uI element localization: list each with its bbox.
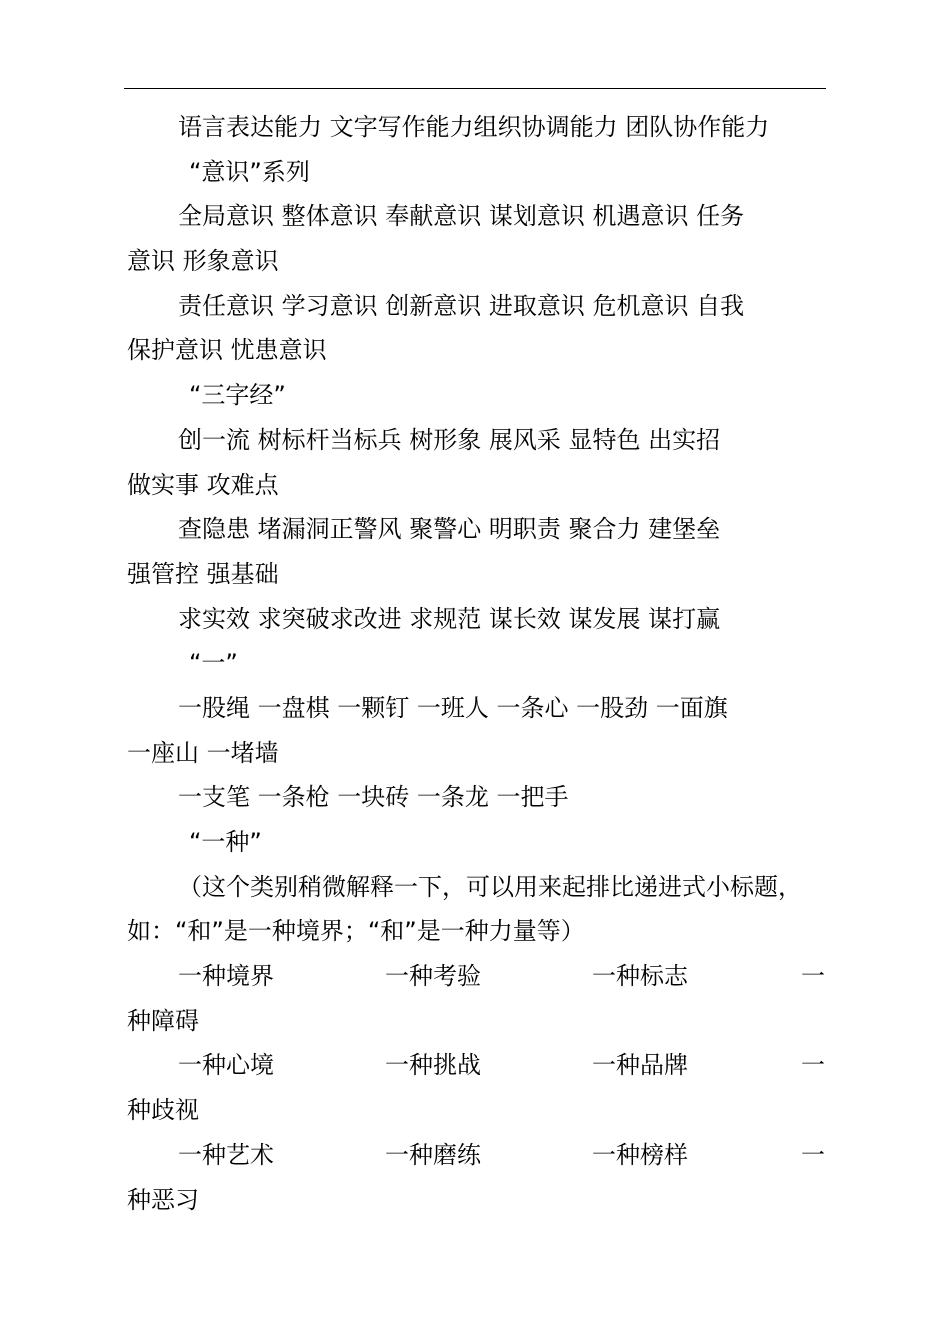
yizhong-item: 一种榜样: [592, 1140, 688, 1169]
ability-list-line: 语言表达能力 文字写作能力组织协调能力 团队协作能力: [178, 113, 770, 141]
yi-line-1b: 一座山 一堵墙: [127, 738, 279, 767]
yishi-line-2a: 责任意识 学习意识 创新意识 进取意识 危机意识 自我: [178, 291, 745, 320]
header-rule: [124, 88, 826, 89]
yizhong-row-3-cont: 种恶习: [127, 1185, 199, 1214]
sanzi-line-3: 求实效 求突破求改进 求规范 谋长效 谋发展 谋打赢: [178, 604, 721, 633]
section-heading-yizhong: “一种”: [189, 828, 262, 856]
sanzi-line-2a: 查隐患 堵漏洞正警风 聚警心 明职责 聚合力 建堡垒: [178, 515, 721, 544]
yizhong-item: 一种磨练: [385, 1140, 481, 1169]
yizhong-row-2-cont: 种歧视: [127, 1096, 199, 1125]
document-body: [127, 105, 825, 1222]
yizhong-item: 一种艺术: [178, 1140, 274, 1169]
yizhong-row-1-cont: 种障碍: [127, 1006, 199, 1035]
sanzi-line-1a: 创一流 树标杆当标兵 树形象 展风采 显特色 出实招: [178, 425, 721, 454]
yizhong-item: 一种挑战: [385, 1051, 481, 1080]
yishi-line-2b: 保护意识 忧患意识: [127, 336, 327, 365]
yizhong-row-1: [127, 954, 825, 999]
yi-line-1a: 一股绳 一盘棋 一颗钉 一班人 一条心 一股劲 一面旗: [178, 693, 728, 722]
yishi-line-1b: 意识 形象意识: [127, 247, 279, 276]
sanzi-line-1b: 做实事 攻难点: [127, 470, 279, 499]
yizhong-item: 一种品牌: [592, 1051, 688, 1080]
explain-line-a: （这个类别稍微解释一下，可以用来起排比递进式小标题，: [178, 872, 802, 901]
yizhong-item: 一种标志: [592, 962, 688, 991]
yi-line-2: 一支笔 一条枪 一块砖 一条龙 一把手: [178, 783, 569, 812]
yizhong-item-start: 一: [801, 1051, 825, 1080]
yizhong-item-start: 一: [801, 1140, 825, 1169]
section-heading-yishi: “意识”系列: [189, 157, 310, 186]
explain-line-b: 如：“和”是一种境界；“和”是一种力量等）: [127, 917, 585, 946]
yizhong-row-2: [127, 1043, 825, 1088]
yizhong-item-start: 一: [801, 962, 825, 991]
yizhong-item: 一种心境: [178, 1051, 274, 1080]
section-heading-sanzijing: “三字经”: [189, 381, 286, 410]
yishi-line-1a: 全局意识 整体意识 奉献意识 谋划意识 机遇意识 任务: [178, 202, 745, 231]
sanzi-line-2b: 强管控 强基础: [127, 559, 279, 588]
yizhong-item: 一种考验: [385, 962, 481, 991]
section-heading-yi: “一”: [189, 649, 238, 678]
yizhong-row-3: [127, 1133, 825, 1178]
yizhong-item: 一种境界: [178, 962, 274, 991]
